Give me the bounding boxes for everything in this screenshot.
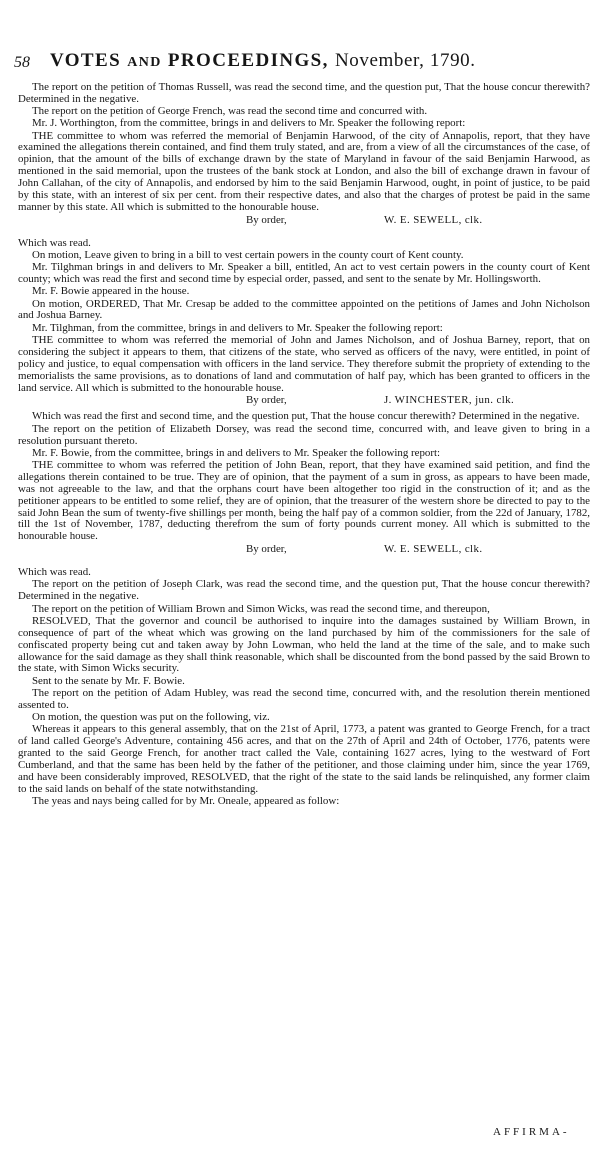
running-head-date: November, 1790. (334, 50, 476, 71)
running-head-title-proceedings: PROCEEDINGS, (167, 50, 329, 71)
signature-by-order: By order, (246, 394, 287, 407)
signature-block-2 (18, 395, 590, 408)
paragraph-kent-county-motion: On motion, Leave given to bring in a bill to vest certain powers in the county court of Kent county. (32, 249, 464, 262)
signature-block-1 (18, 215, 590, 228)
paragraph-which-was-read: Which was read. (18, 236, 91, 249)
signature-by-order: By order, (246, 213, 287, 226)
paragraph-french-petition: The report on the petition of George French, was read the second time and concurred with. (32, 105, 428, 118)
signature-clerk-name: J. WINCHESTER, jun. clk. (384, 394, 515, 407)
paragraph-nicholson-negative: Which was read the first and second time, and the question put, That the house concur therewith? Determined in the negative. (32, 410, 580, 423)
paragraph-tilghman-report-intro: Mr. Tilghman, from the committee, brings in and delivers to Mr. Speaker the following report: (32, 321, 443, 334)
catchword: AFFIRMA- (493, 1126, 570, 1138)
paragraph-worthington-report-intro: Mr. J. Worthington, from the committee, brings in and delivers to Mr. Speaker the following report: (32, 117, 466, 130)
running-head-and: AND (127, 55, 162, 70)
paragraph-harwood-report: THE committee to whom was referred the memorial of Benjamin Harwood, of the city of Annapolis, report, that they have examined the allegations therein contained, and find them truly stated, and are, from a view of all the circumstances of the case, of opinion, that the amount of the bills of exchange drawn by the state of Maryland in favour of the said Benjamin Harwood, as mentioned in the said memorial, upon the trustees of the bank stock at London, and also the bill of exchange drawn in favour of John Callahan, of the city of Annapolis, and endorsed by him to the said Benjamin Harwood, ought, in point of justice, to be paid by this state, with an interest of six per cent. from their respective dates, and also that the charges of protest be paid in the same manner by this state. All which is submitted to the honourable house. (18, 129, 590, 213)
paragraph-brown-resolution: RESOLVED, That the governor and council be authorised to inquire into the damages sustained by William Brown, in consequence of part of the wheat which was growing on the land purchased by him of the commissioners for the sale of confiscated property being cut and taken away by John Lowman, who held the land at the time of the sale, and to make such allowance for the said damage as they shall think reasonable, which shall be discounted from the bond passed by the said Brown to the state, with Simon Wicks security. (18, 614, 590, 675)
paragraph-dorsey-petition: The report on the petition of Elizabeth Dorsey, was read the second time, concurred with, and leave given to bring in a resolution pursuant thereto. (18, 422, 590, 447)
signature-clerk-name: W. E. SEWELL, clk. (384, 213, 483, 226)
paragraph-which-was-read-2: Which was read. (18, 566, 91, 579)
paragraph-cresap-order: On motion, ORDERED, That Mr. Cresap be added to the committee appointed on the petitions of James and John Nicholson and Joshua Barney. (18, 297, 590, 322)
page-body (18, 82, 590, 808)
signature-block-3 (18, 544, 590, 557)
signature-clerk-name: W. E. SEWELL, clk. (384, 543, 483, 556)
paragraph-russell-petition: The report on the petition of Thomas Russell, was read the second time, and the question put, That the house concur therewith? Determined in the negative. (18, 81, 590, 105)
running-head (50, 50, 476, 72)
paragraph-nicholson-report: THE committee to whom was referred the memorial of John and James Nicholson, and of Joshua Barney, report, that on considering the subject it appears to them, that citizens of the state, who served as officers of the navy, were entitled, in point of policy and justice, to equal compensation with officers in the land service. They therefore submit the propriety of extending to the memorialists the same provisions, as to donations of land and commutation of half pay, which has been granted to officers in the land service. All which is submitted to the honourable house. (18, 333, 590, 394)
paragraph-question-put: On motion, the question was put on the following, viz. (32, 710, 270, 723)
signature-by-order: By order, (246, 543, 287, 556)
paragraph-bean-report: THE committee to whom was referred the petition of John Bean, report, that they have examined said petition, and find the allegations therein contained to be true. They are of opinion, that the payment of a sum in gross, as appears to have been made, was not agreeable to the law, and that the orphans court have been altogether too rigid in the construction of it; and as the petitioner appears to be entitled to some relief, they are of opinion, that the treasurer of the western shore be directed to pay to the said John Bean the sum of twenty-five shillings per month, being the half pay of a common soldier, from the 22d of January, 1782, till the 1st of November, 1787, deducting therefrom the sum of forty pounds current money. All which is submitted to the honourable house. (18, 458, 590, 543)
paragraph-tilghman-bill: Mr. Tilghman brings in and delivers to Mr. Speaker a bill, entitled, An act to vest certain powers in the county court of Kent county; which was read the first and second time by especial order, passed, and sent to the senate by Mr. Hollingsworth. (18, 261, 590, 286)
paragraph-sent-to-senate: Sent to the senate by Mr. F. Bowie. (32, 674, 185, 687)
paragraph-yeas-nays: The yeas and nays being called for by Mr. Oneale, appeared as follow: (32, 794, 340, 807)
paragraph-hubley-petition: The report on the petition of Adam Hubley, was read the second time, concurred with, and the resolution therein mentioned assented to. (18, 686, 590, 711)
paragraph-french-land-resolution: Whereas it appears to this general assembly, that on the 21st of April, 1773, a patent was granted to George French, for a tract of land called George's Adventure, containing 456 acres, and that on the 27th of April and 24th of October, 1776, patents were granted to the said George French, for another tract called the Vale, containing 1627 acres, lying to the westward of Fort Cumberland, and that the same has been held by the father of the petitioner, and those claiming under him, since the year 1769, and have been considerably improved, RESOLVED, that the right of the state to the said lands be relinquished, any former claim to the said lands on behalf of the state notwithstanding. (18, 723, 590, 795)
page-header (14, 50, 590, 78)
paragraph-clark-petition: The report on the petition of Joseph Clark, was read the second time, and the question put, That the house concur therewith? Determined in the negative. (18, 578, 590, 603)
paragraph-brown-wicks-petition: The report on the petition of William Brown and Simon Wicks, was read the second time, and thereupon, (32, 602, 490, 615)
page-number: 58 (14, 54, 30, 71)
paragraph-bowie-appeared: Mr. F. Bowie appeared in the house. (32, 285, 190, 298)
running-head-title-votes: VOTES (50, 50, 122, 71)
paragraph-bowie-report-intro: Mr. F. Bowie, from the committee, brings in and delivers to Mr. Speaker the following report: (32, 446, 441, 459)
